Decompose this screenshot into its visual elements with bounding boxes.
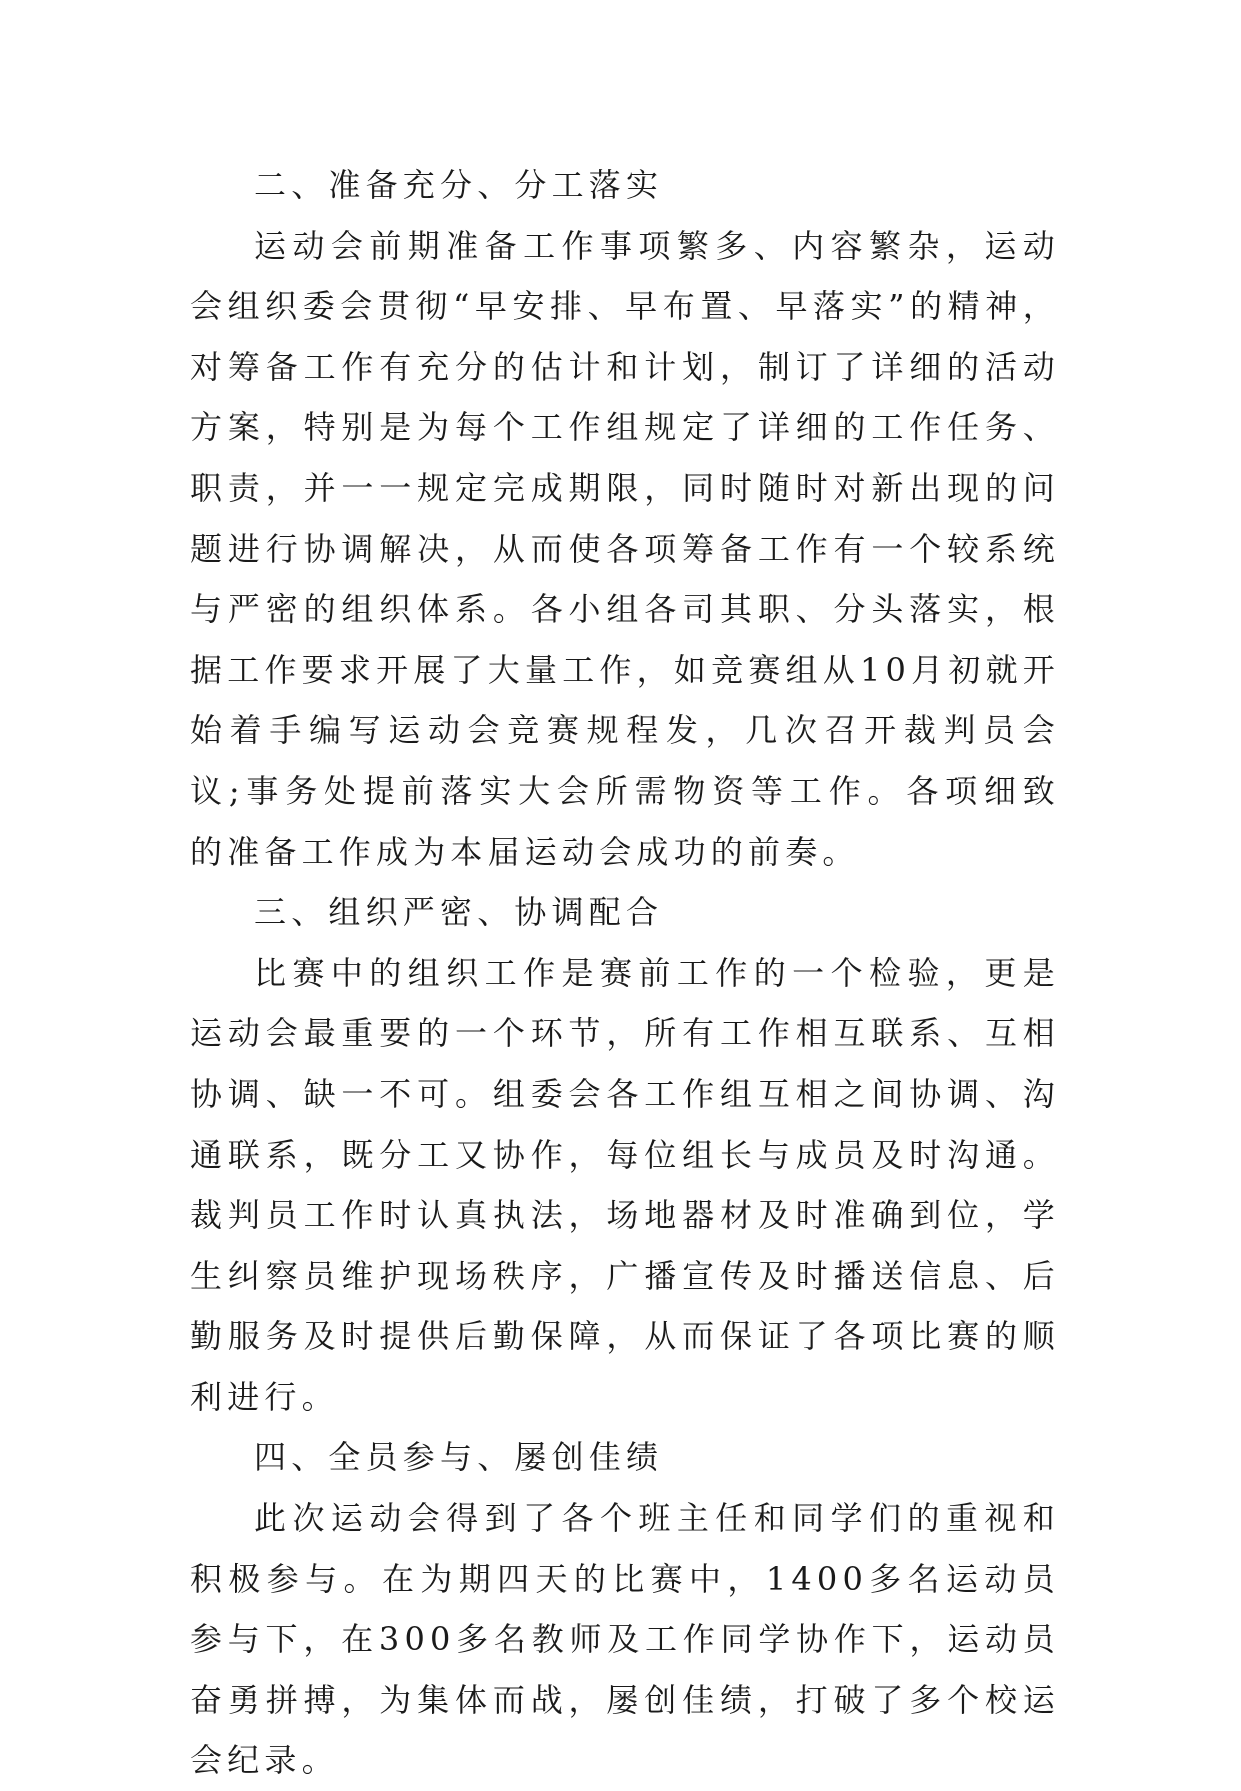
section-paragraph-4: 此次运动会得到了各个班主任和同学们的重视和积极参与。在为期四天的比赛中，1400多名运动员参与下，在300多名教师及工作同学协作下，运动员奋勇拼搏，为集体而战，屡创佳绩，打破了多个校运会纪录。 [190, 1499, 1060, 1780]
document-body [190, 155, 1060, 1791]
section-heading-4: 四、全员参与、屡创佳绩 [254, 1438, 664, 1477]
section-paragraph-2: 运动会前期准备工作事项繁多、内容繁杂，运动会组织委会贯彻“早安排、早布置、早落实”的精神，对筹备工作有充分的估计和计划，制订了详细的活动方案，特别是为每个工作组规定了详细的工作任务、职责，并一一规定完成期限，同时随时对新出现的问题进行协调解决，从而使各项筹备工作有一个较系统与严密的组织体系。各小组各司其职、分头落实，根据工作要求开展了大量工作，如竞赛组从10月初就开始着手编写运动会竞赛规程发，几次召开裁判员会议;事务处提前落实大会所需物资等工作。各项细致的准备工作成为本届运动会成功的前奏。 [190, 226, 1060, 871]
section-paragraph-3: 比赛中的组织工作是赛前工作的一个检验，更是运动会最重要的一个环节，所有工作相互联系、互相协调、缺一不可。组委会各工作组互相之间协调、沟通联系，既分工又协作，每位组长与成员及时沟通。裁判员工作时认真执法，场地器材及时准确到位，学生纠察员维护现场秩序，广播宣传及时播送信息、后勤服务及时提供后勤保障，从而保证了各项比赛的顺利进行。 [190, 953, 1060, 1416]
section-heading-2: 二、准备充分、分工落实 [254, 166, 664, 204]
section-heading-3: 三、组织严密、协调配合 [254, 893, 664, 932]
